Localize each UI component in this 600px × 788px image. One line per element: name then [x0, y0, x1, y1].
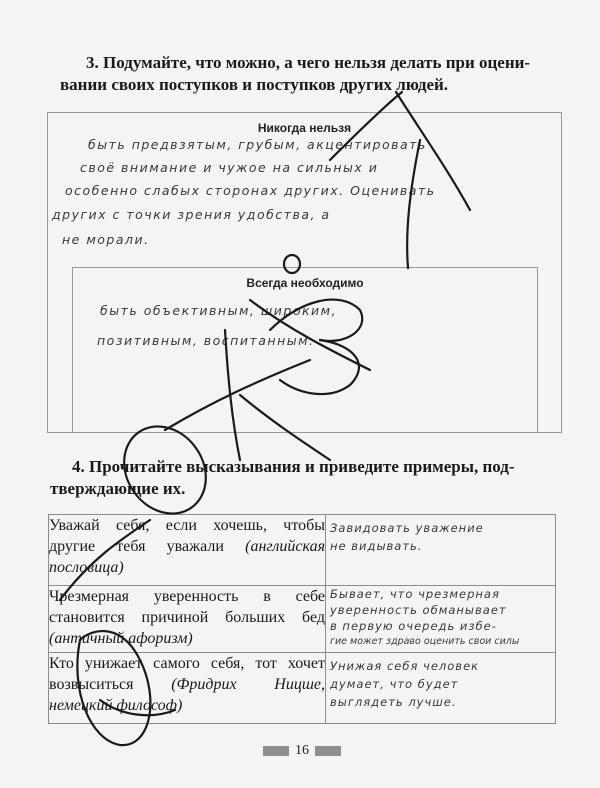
page-number: 16 — [295, 743, 309, 758]
never-line-5: не морали. — [62, 232, 150, 247]
task4-line2: тверждающие их. — [50, 479, 186, 498]
quote-source: (античный афоризм) — [49, 630, 193, 647]
quote-source: (английская пословица) — [49, 538, 326, 576]
always-line-1: быть объективным, широким, — [100, 303, 338, 318]
answer-line: Унижая себя человек — [330, 659, 480, 673]
task3-line1: 3. Подумайте, что можно, а чего нельзя делать при оцени- — [86, 53, 531, 72]
never-line-4: других с точки зрения удобства, а — [52, 207, 331, 222]
answer-line: Бывает, что чрезмерная — [330, 587, 500, 601]
task4-line1: 4. Прочитайте высказывания и приведите примеры, под- — [72, 457, 515, 476]
answer-line: уверенность обманывает — [330, 603, 507, 617]
never-line-3: особенно слабых сторонах других. Оценивать — [65, 183, 436, 198]
task3-line2: вании своих поступков и поступков других людей. — [60, 75, 449, 94]
quote-text: Чрезмерная уверенность в себе становится причиной больших бед — [49, 588, 325, 626]
always-line-2: позитивным, воспитанным. — [97, 333, 315, 348]
answer-line: Завидовать уважение — [330, 521, 484, 535]
never-heading: Никогда нельзя — [257, 121, 352, 135]
quote-source: (Фридрих Ницше, немецкий философ) — [49, 676, 326, 714]
answer-line: не видывать. — [330, 539, 423, 553]
never-line-2: своё внимание и чужое на сильных и — [80, 160, 379, 175]
answer-line: выглядеть лучше. — [330, 695, 457, 709]
answer-line: гие может здраво оценить свои силы — [330, 636, 520, 647]
answer-line: думает, что будет — [330, 677, 459, 691]
answer-line: в первую очередь избе- — [330, 619, 497, 633]
quote-text: Уважай себя, если хочешь, чтобы другие тебя уважали — [49, 517, 325, 555]
never-line-1: быть предвзятым, грубым, акцентировать — [88, 137, 427, 152]
always-heading: Всегда необходимо — [246, 276, 364, 290]
quote-text: Кто унижает самого себя, тот хочет возвыситься — [49, 655, 325, 693]
